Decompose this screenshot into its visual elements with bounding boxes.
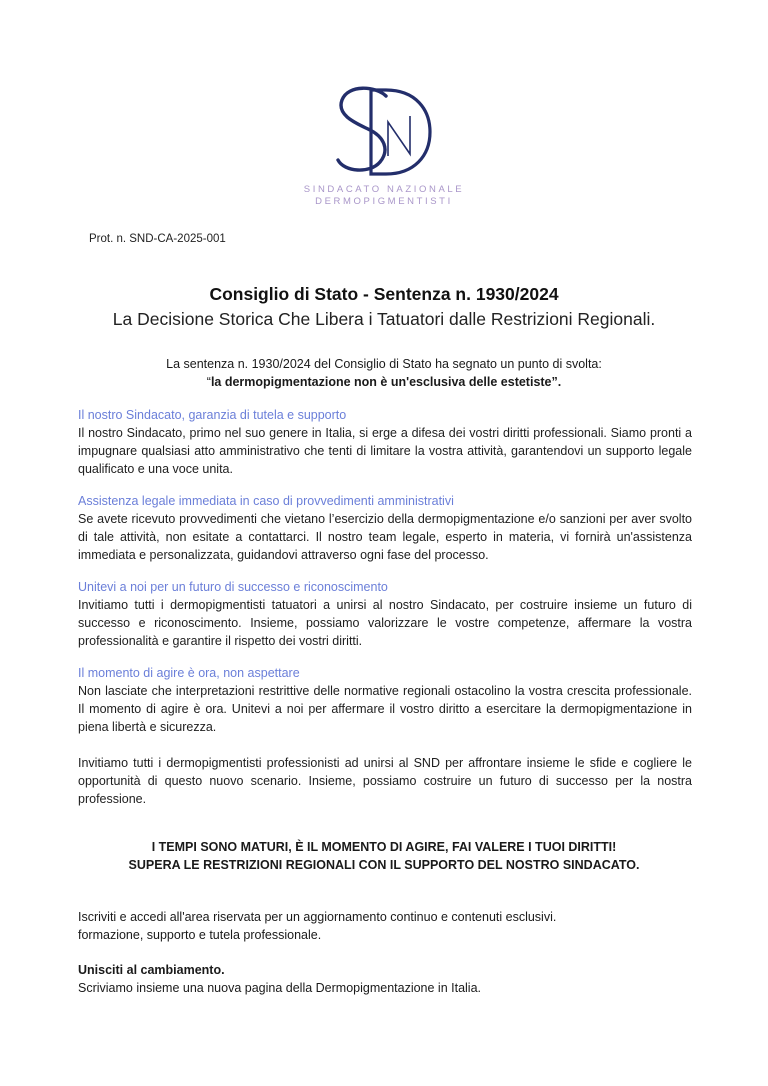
footer-subscribe	[78, 908, 692, 944]
closing-section	[78, 754, 692, 808]
logo-caption-line1: SINDACATO NAZIONALE	[303, 184, 465, 195]
section-heading: Il nostro Sindacato, garanzia di tutela e supporto	[78, 408, 347, 422]
logo-letter-n	[388, 116, 410, 156]
call-to-action	[0, 838, 768, 874]
section-heading: Assistenza legale immediata in caso di provvedimenti amministrativi	[78, 494, 454, 508]
intro-line2	[0, 373, 768, 391]
protocol-number: Prot. n. SND-CA-2025-001	[89, 233, 226, 245]
snd-monogram-logo	[324, 80, 444, 180]
section-heading: Il momento di agire è ora, non aspettare	[78, 666, 300, 680]
cta-line1: I TEMPI SONO MATURI, È IL MOMENTO DI AGIRE, FAI VALERE I TUOI DIRITTI!	[151, 840, 617, 854]
footer-join	[78, 961, 692, 997]
intro-open-quote: “	[206, 375, 211, 389]
section-body: Il nostro Sindacato, primo nel suo genere in Italia, si erge a difesa dei vostri diritti professionali. Siamo pronti a impugnare qualsiasi atto amministrativo che tenti di limitare la vostra attività, garantendovi un supporto legale qualificato e una voce unita.	[78, 426, 692, 476]
closing-paragraph: Invitiamo tutti i dermopigmentisti professionisti ad unirsi al SND per affrontare insieme le sfide e cogliere le opportunità di questo nuovo scenario. Insieme, possiamo costruire un futuro di successo per la nostra professione.	[78, 756, 692, 806]
title-block	[0, 282, 768, 332]
section-body: Non lasciate che interpretazioni restrittive delle normative regionali ostacolino la vostra crescita professionale. Il momento di agire è ora. Unitevi a noi per affermare il vostro diritto a esercitare la dermopigmentazione in piena libertà e sicurezza.	[78, 684, 692, 734]
join-text: Scriviamo insieme una nuova pagina della Dermopigmentazione in Italia.	[78, 981, 482, 995]
logo-letter-s	[338, 88, 386, 170]
intro-statement	[0, 355, 768, 391]
intro-line1: La sentenza n. 1930/2024 del Consiglio di Stato ha segnato un punto di svolta:	[166, 357, 602, 371]
section	[78, 492, 692, 564]
footer-line2: formazione, supporto e tutela professionale.	[78, 928, 322, 942]
logo-caption-line2: DERMOPIGMENTISTI	[315, 196, 453, 207]
page-title: Consiglio di Stato - Sentenza n. 1930/2024	[209, 284, 559, 304]
section	[78, 578, 692, 650]
section-body: Se avete ricevuto provvedimenti che vietano l’esercizio della dermopigmentazione e/o sanzioni per aver svolto di tale attività, non esitate a contattarci. Il nostro team legale, esperto in materia, vi fornirà un'assistenza immediata e personalizzata, guidandovi attraverso ogni fase del processo.	[78, 512, 692, 562]
section	[78, 406, 692, 478]
main-content	[78, 406, 692, 822]
page-subtitle: La Decisione Storica Che Libera i Tatuatori dalle Restrizioni Regionali.	[112, 309, 656, 329]
join-heading: Unisciti al cambiamento.	[78, 963, 225, 977]
logo	[0, 80, 768, 208]
section	[78, 664, 692, 736]
footer-line1: Iscriviti e accedi all'area riservata per un aggiornamento continuo e contenuti esclusivi.	[78, 910, 557, 924]
section-body: Invitiamo tutti i dermopigmentisti tatuatori a unirsi al nostro Sindacato, per costruire insieme un futuro di successo e riconoscimento. Insieme, possiamo valorizzare le vostre competenze, affermare la vostra professionalità e garantire il rispetto dei vostri diritti.	[78, 598, 692, 648]
intro-bold-quote: la dermopigmentazione non è un'esclusiva delle estetiste”.	[210, 375, 562, 389]
cta-line2: SUPERA LE RESTRIZIONI REGIONALI CON IL SUPPORTO DEL NOSTRO SINDACATO.	[128, 858, 640, 872]
section-heading: Unitevi a noi per un futuro di successo e riconoscimento	[78, 580, 388, 594]
